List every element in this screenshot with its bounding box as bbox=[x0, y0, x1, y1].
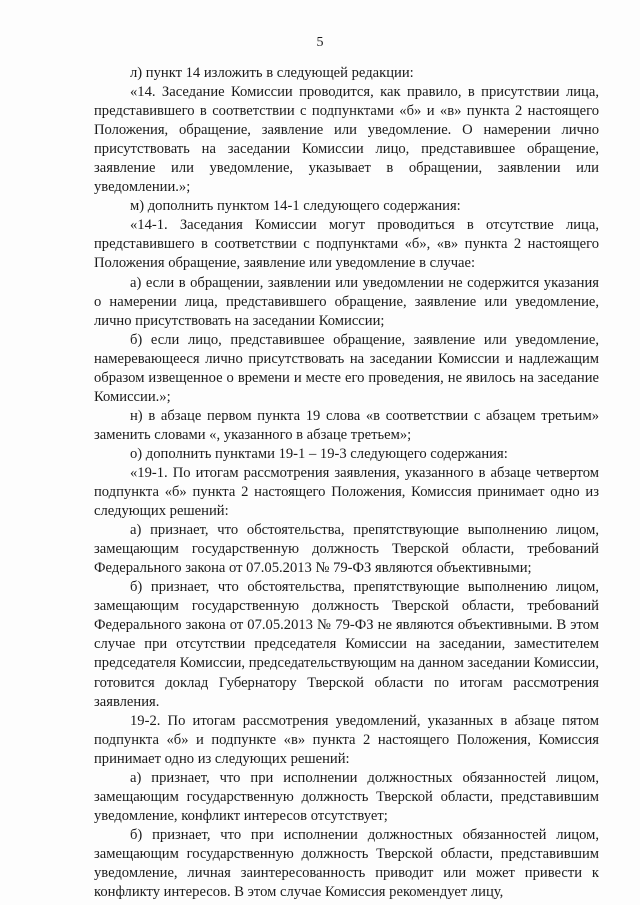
paragraph-14-1-a: а) если в обращении, заявлении или уведомлении не содержится указания о намерении лица, представившего обращение, заявление или уведомление, лично присутствовать на заседании Комиссии; bbox=[94, 274, 599, 329]
paragraph-m-item-14-1: м) дополнить пунктом 14-1 следующего содержания: bbox=[130, 198, 461, 215]
paragraph-item-19-2-text: 19-2. По итогам рассмотрения уведомлений, указанных в абзаце пятом подпункта «б» и подпункте «в» пункта 2 настоящего Положения, Комиссия принимает одно из следующих решений: bbox=[94, 712, 599, 767]
paragraph-item-19-1-text: «19-1. По итогам рассмотрения заявления, указанного в абзаце четвертом подпункта «б» пункта 2 настоящего Положения, Комиссия принимает одно из следующих решений: bbox=[94, 464, 599, 520]
paragraph-14-1-b: б) если лицо, представившее обращение, заявление или уведомление, намеревающееся лично присутствовать на заседании Комиссии и надлежащим образом извещенное о времени и месте его проведения, не явилось на заседание Комиссии.»; bbox=[94, 331, 599, 405]
paragraph-n-item-19: н) в абзаце первом пункта 19 слова «в соответствии с абзацем третьим» заменить словами «, указанного в абзаце третьем»; bbox=[94, 407, 599, 443]
paragraph-l-item-14: л) пункт 14 изложить в следующей редакции: bbox=[130, 65, 414, 81]
paragraph-19-1-b: б) признает, что обстоятельства, препятствующие выполнению лицом, замещающим государственную должность Тверской области, требований Федерального закона от 07.05.2013 № 79-ФЗ не являются объективными. В этом случае при отсутствии председателя Комиссии на заседании, заместителем председателя Комиссии, председательствующим на данном заседании Комиссии, готовится доклад Губернатору Тверской области по итогам рассмотрения заявления. bbox=[94, 579, 599, 710]
paragraph-item-14-text: «14. Заседание Комиссии проводится, как правило, в присутствии лица, представившего в соответствии с подпунктами «б» и «в» пункта 2 настоящего Положения, обращение, заявление или уведомление. О намерении лично присутствовать на заседании Комиссии лицо, представившее обращение, заявление или уведомление, указывает в обращении, заявлении или уведомлении.»; bbox=[94, 84, 599, 196]
document-body bbox=[94, 64, 599, 902]
paragraph-item-14-1-text: «14-1. Заседания Комиссии могут проводиться в отсутствие лица, представившего в соответствии с подпунктами «б», «в» пункта 2 настоящего Положения обращение, заявление или уведомление в случае: bbox=[94, 217, 599, 272]
paragraph-19-2-b: б) признает, что при исполнении должностных обязанностей лицом, замещающим государственную должность Тверской области, представившим уведомление, личная заинтересованность приводит или может привести к конфликту интересов. В этом случае Комиссия рекомендует лицу, bbox=[94, 826, 599, 901]
paragraph-19-2-a: а) признает, что при исполнении должностных обязанностей лицом, замещающим государственную должность Тверской области, представившим уведомление, конфликт интересов отсутствует; bbox=[94, 769, 599, 824]
page-number: 5 bbox=[316, 35, 324, 50]
paragraph-o-items-19-1-19-3: о) дополнить пунктами 19-1 – 19-3 следующего содержания: bbox=[130, 445, 508, 462]
paragraph-19-1-a: а) признает, что обстоятельства, препятствующие выполнению лицом, замещающим государственную должность Тверской области, требований Федерального закона от 07.05.2013 № 79-ФЗ являются объективными; bbox=[94, 522, 599, 577]
